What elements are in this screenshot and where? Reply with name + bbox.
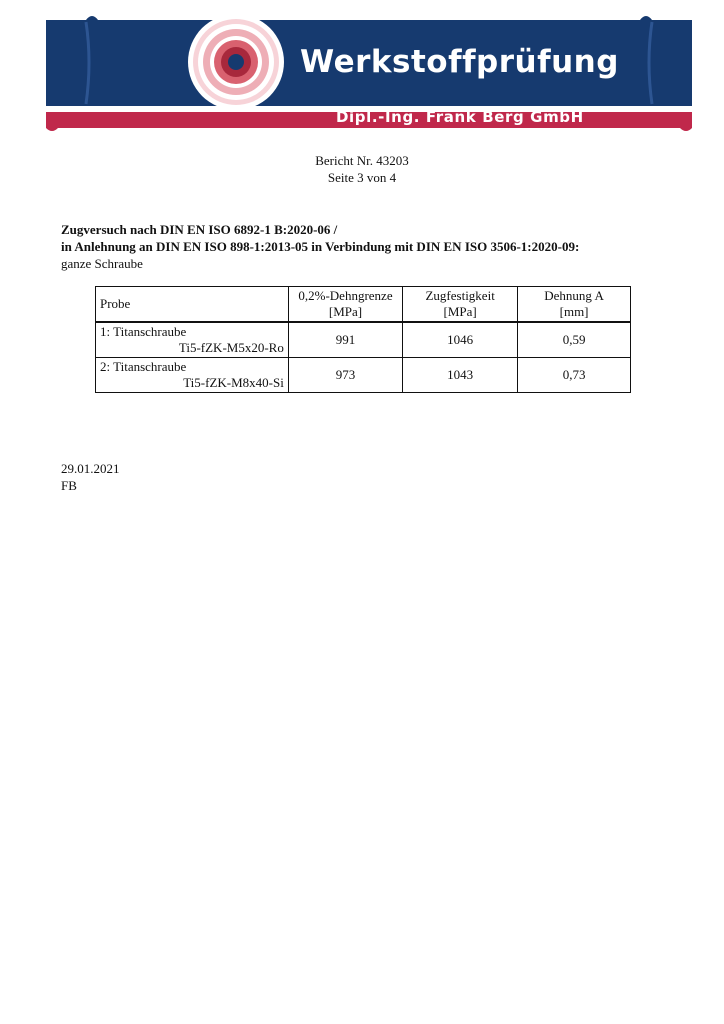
header-tensile-strength: Zugfestigkeit [MPa] bbox=[403, 287, 518, 323]
test-specimen-type: ganze Schraube bbox=[61, 256, 143, 271]
brand-title: Werkstoffprüfung bbox=[300, 44, 619, 80]
header-elongation: Dehnung A [mm] bbox=[518, 287, 631, 323]
test-standard-line-1: Zugversuch nach DIN EN ISO 6892-1 B:2020-06 / bbox=[61, 222, 338, 237]
table-row bbox=[96, 322, 631, 358]
report-number: Bericht Nr. 43203 bbox=[315, 153, 409, 168]
header-probe: Probe bbox=[96, 287, 289, 323]
target-rings-icon bbox=[188, 14, 284, 110]
table-header-row bbox=[96, 287, 631, 323]
header-yield-strength: 0,2%-Dehngrenze [MPa] bbox=[288, 287, 402, 323]
report-header bbox=[0, 152, 724, 186]
yield-value: 973 bbox=[288, 358, 402, 393]
test-description bbox=[61, 221, 681, 272]
page-indicator: Seite 3 von 4 bbox=[327, 170, 397, 185]
results-table bbox=[95, 286, 631, 393]
letterhead-banner bbox=[46, 12, 692, 134]
probe-cell: 2: Titanschraube Ti5-fZK-M8x40-Si bbox=[96, 358, 289, 393]
signature-block bbox=[61, 460, 120, 494]
elongation-value: 0,59 bbox=[518, 322, 631, 358]
table-row bbox=[96, 358, 631, 393]
tensile-value: 1046 bbox=[403, 322, 518, 358]
elongation-value: 0,73 bbox=[518, 358, 631, 393]
author-initials: FB bbox=[61, 478, 77, 493]
test-standard-line-2: in Anlehnung an DIN EN ISO 898-1:2013-05 in Verbindung mit DIN EN ISO 3506-1:2020-09: bbox=[61, 239, 580, 254]
report-date: 29.01.2021 bbox=[61, 461, 120, 476]
probe-cell: 1: Titanschraube Ti5-fZK-M5x20-Ro bbox=[96, 322, 289, 358]
tensile-value: 1043 bbox=[403, 358, 518, 393]
yield-value: 991 bbox=[288, 322, 402, 358]
brand-subtitle: Dipl.-Ing. Frank Berg GmbH bbox=[336, 108, 584, 126]
